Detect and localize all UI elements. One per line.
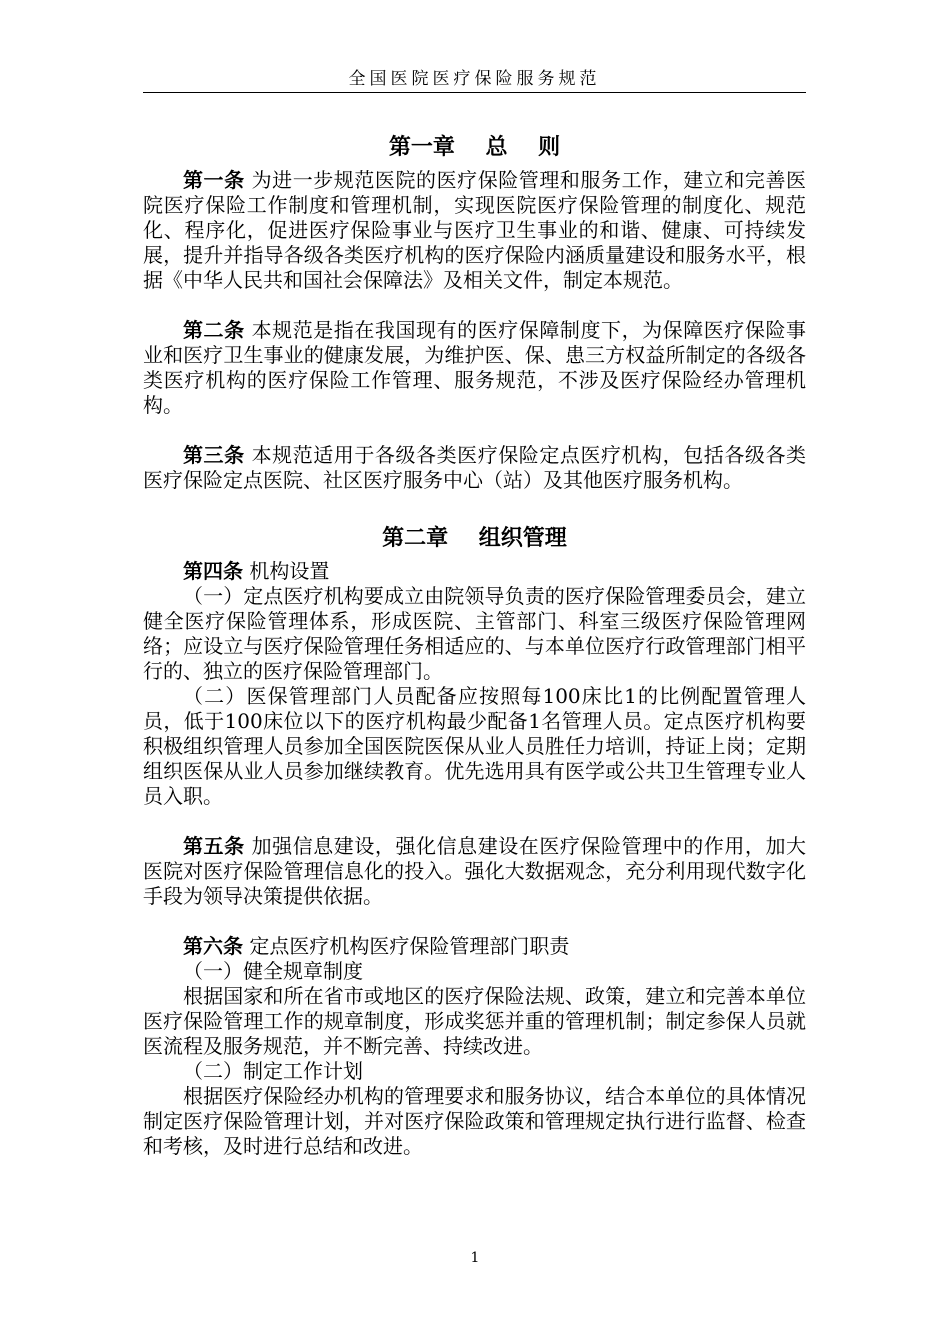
article-text: 加强信息建设，强化信息建设在医疗保险管理中的作用，加大医院对医疗保险管理信息化的投入。强化大数据观念，充分利用现代数字化手段为领导决策提供依据。 [143,834,807,908]
article-label: 第一条 [183,168,245,192]
article-text: 机构设置 [249,559,330,583]
article-label: 第四条 [183,559,243,583]
article-6-sub-2-title: （二）制定工作计划 [183,1059,363,1083]
article-text: 定点医疗机构医疗保险管理部门职责 [249,934,570,958]
article-6-sub-1-text: 根据国家和所在省市或地区的医疗保险法规、政策，建立和完善本单位医疗保险管理工作的规章制度，形成奖惩并重的管理机制；制定参保人员就医流程及服务规范，并不断完善、持续改进。 [143,984,806,1058]
article-text: 为进一步规范医院的医疗保险管理和服务工作，建立和完善医院医疗保险工作制度和管理机制，实现医院医疗保险管理的制度化、规范化、程序化，促进医疗保险事业与医疗卫生事业的和谐、健康、可持续发展，提升并指导各级各类医疗机构的医疗保险内涵质量建设和服务水平，根据《中华人民共和国社会保障法》及相关文件，制定本规范。 [143,168,807,292]
article-text: 本规范是指在我国现有的医疗保障制度下，为保障医疗保险事业和医疗卫生事业的健康发展，为维护医、保、患三方权益所制定的各级各类医疗机构的医疗保险工作管理、服务规范，不涉及医疗保险经办管理机构。 [143,318,807,417]
chapter-1-title: 第一章 总 则 [388,134,561,160]
article-6-sub-2-text: 根据医疗保险经办机构的管理要求和服务协议，结合本单位的具体情况制定医疗保险管理计划，并对医疗保险政策和管理规定执行进行监督、检查和考核，及时进行总结和改进。 [143,1084,806,1158]
article-4-item-2: （二）医保管理部门人员配备应按照每100床比1的比例配置管理人员，低于100床位以下的医疗机构最少配备1名管理人员。定点医疗机构要积极组织管理人员参加全国医院医保从业人员胜任力培训，持证上岗；定期组织医保从业人员参加继续教育。优先选用具有医学或公共卫生管理专业人员入职。 [143,684,806,808]
article-1 [143,168,806,293]
article-label: 第六条 [183,934,243,958]
article-label: 第二条 [183,318,245,342]
chapter-2-title: 第二章 组织管理 [382,525,567,551]
article-4 [143,559,806,584]
article-6 [143,934,806,959]
article-5 [143,834,806,909]
article-text: 本规范适用于各级各类医疗保险定点医疗机构，包括各级各类医疗保险定点医院、社区医疗服务中心（站）及其他医疗服务机构。 [143,443,807,492]
article-3 [143,443,806,493]
article-label: 第五条 [183,834,245,858]
document-body [143,132,806,1159]
article-6-sub-1-title: （一）健全规章制度 [183,959,363,983]
running-header: 全国医院医疗保险服务规范 [143,64,806,93]
article-4-item-1: （一）定点医疗机构要成立由院领导负责的医疗保险管理委员会，建立健全医疗保险管理体系，形成医院、主管部门、科室三级医疗保险管理网络；应设立与医疗保险管理任务相适应的、与本单位医疗行政管理部门相平行的、独立的医疗保险管理部门。 [143,584,806,683]
article-label: 第三条 [183,443,245,467]
page-number: 1 [470,1250,480,1266]
article-2 [143,318,806,418]
